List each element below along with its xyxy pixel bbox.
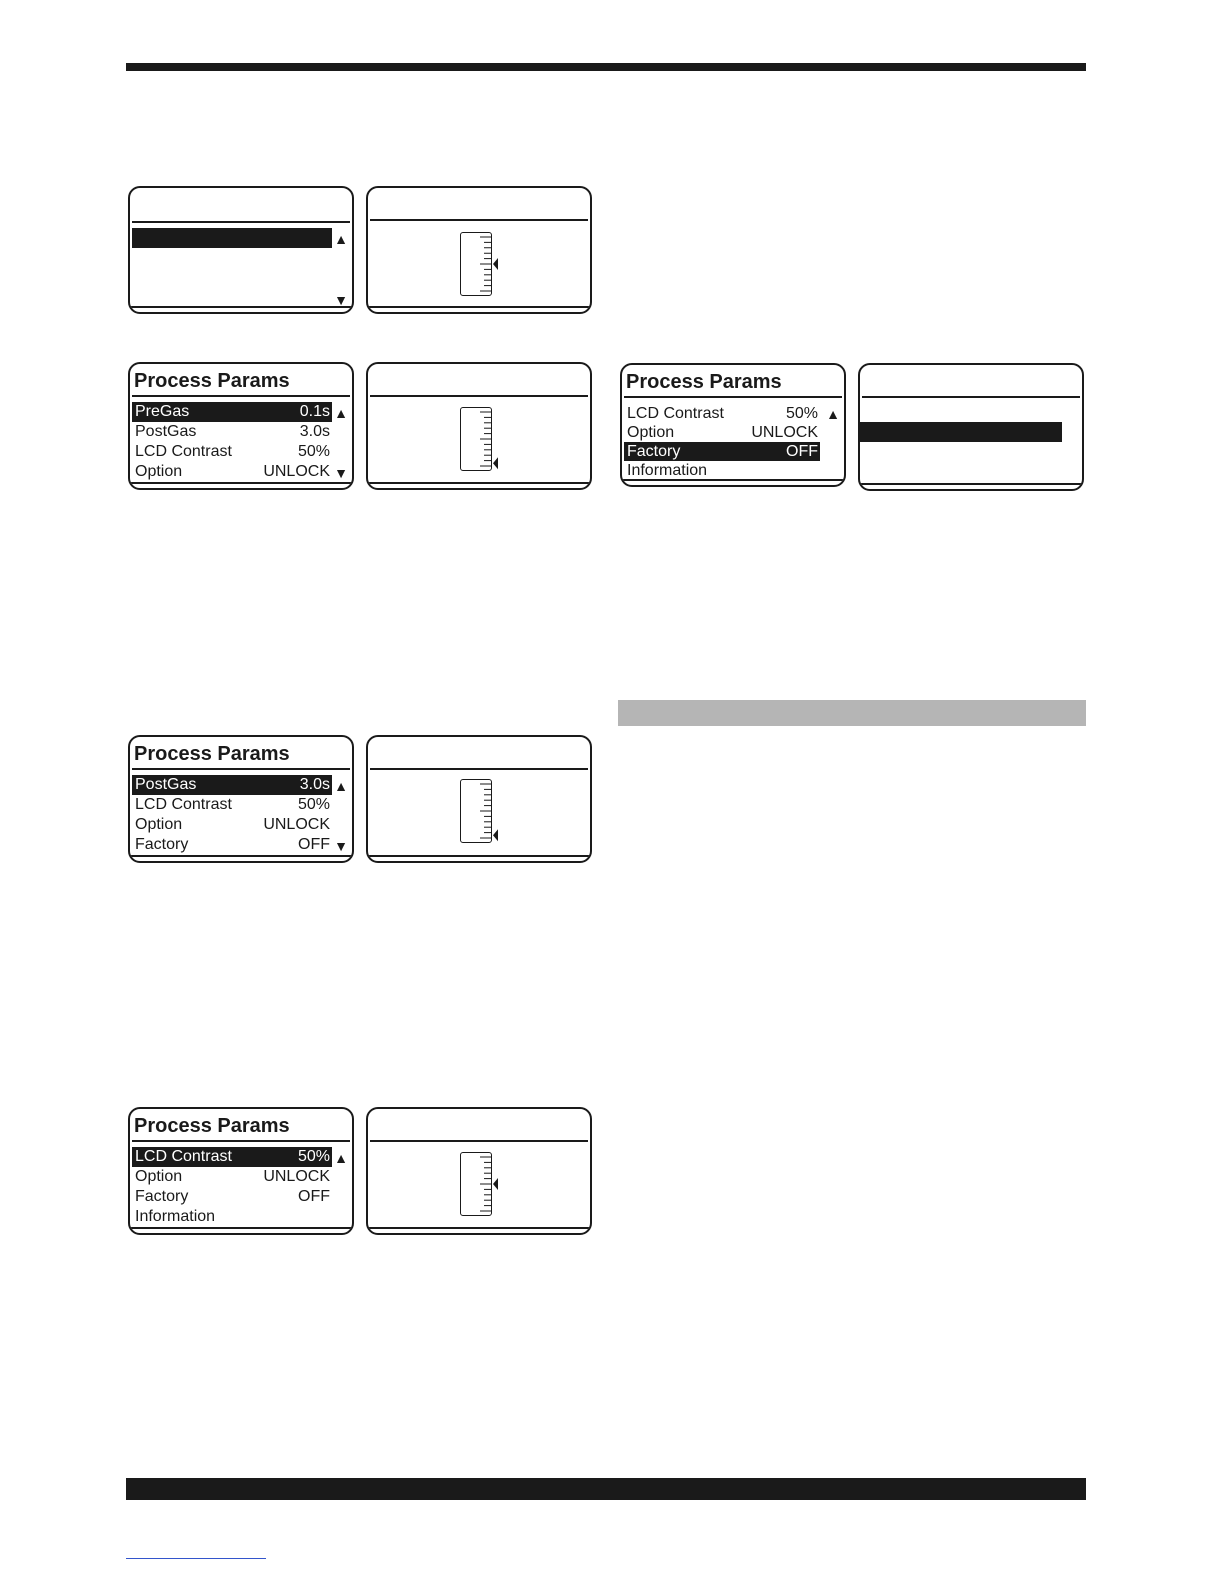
param-label: LCD Contrast bbox=[135, 443, 232, 460]
lcd-screen-9 bbox=[128, 1107, 354, 1235]
footer-link-underline bbox=[126, 1558, 266, 1559]
param-row-postgas[interactable] bbox=[132, 775, 332, 795]
param-row-postgas[interactable] bbox=[132, 422, 332, 442]
lcd-screen-6 bbox=[858, 363, 1084, 491]
gauge-pointer-icon bbox=[493, 1178, 498, 1190]
selection-bar bbox=[132, 228, 332, 248]
param-value: UNLOCK bbox=[263, 463, 330, 480]
scroll-down-icon: ▼ bbox=[334, 465, 348, 481]
param-label: Information bbox=[135, 1208, 216, 1225]
param-row-option[interactable] bbox=[132, 815, 332, 835]
param-label: Option bbox=[135, 1168, 183, 1185]
param-value: 50% bbox=[297, 443, 330, 460]
title-divider bbox=[132, 768, 350, 770]
param-value: 3.0s bbox=[299, 423, 330, 440]
bottom-rule bbox=[130, 855, 352, 857]
param-row-lcd-contrast[interactable] bbox=[132, 442, 332, 462]
param-row-information[interactable] bbox=[132, 1207, 332, 1227]
param-value: OFF bbox=[298, 836, 330, 853]
gauge-scale bbox=[461, 408, 501, 472]
bottom-rule bbox=[368, 306, 590, 308]
param-label: Information bbox=[627, 462, 708, 479]
bottom-rule bbox=[622, 479, 844, 481]
param-value: OFF bbox=[298, 1188, 330, 1205]
screen-title: Process Params bbox=[626, 371, 782, 393]
lcd-screen-8 bbox=[366, 735, 592, 863]
contrast-gauge bbox=[460, 407, 492, 471]
contrast-gauge bbox=[460, 779, 492, 843]
title-divider bbox=[862, 396, 1080, 398]
param-label: Option bbox=[135, 816, 183, 833]
param-value: 3.0s bbox=[299, 776, 330, 793]
param-list bbox=[132, 775, 332, 855]
param-row-option[interactable] bbox=[132, 1167, 332, 1187]
lcd-screen-4 bbox=[366, 362, 592, 490]
bottom-rule bbox=[368, 855, 590, 857]
section-band bbox=[618, 700, 1086, 726]
param-value: 50% bbox=[297, 796, 330, 813]
gauge-pointer-icon bbox=[493, 829, 498, 841]
param-row-lcd-contrast[interactable] bbox=[132, 795, 332, 815]
scroll-up-icon: ▲ bbox=[334, 405, 348, 421]
param-row-option[interactable] bbox=[132, 462, 332, 482]
scroll-up-icon: ▲ bbox=[334, 778, 348, 794]
param-label: Option bbox=[627, 424, 675, 441]
gauge-pointer-icon bbox=[493, 457, 498, 469]
param-value: 50% bbox=[785, 405, 818, 422]
lcd-screen-2 bbox=[366, 186, 592, 314]
lcd-screen-7 bbox=[128, 735, 354, 863]
param-label: Factory bbox=[135, 1188, 189, 1205]
param-value: UNLOCK bbox=[263, 1168, 330, 1185]
contrast-gauge bbox=[460, 232, 492, 296]
title-divider bbox=[370, 768, 588, 770]
param-label: LCD Contrast bbox=[627, 405, 724, 422]
bottom-rule bbox=[130, 482, 352, 484]
title-divider bbox=[132, 221, 350, 223]
param-label: LCD Contrast bbox=[135, 796, 232, 813]
param-value: UNLOCK bbox=[751, 424, 818, 441]
title-divider bbox=[624, 396, 842, 398]
title-divider bbox=[132, 395, 350, 397]
lcd-screen-5 bbox=[620, 363, 846, 487]
param-value: UNLOCK bbox=[263, 816, 330, 833]
selection-bar bbox=[860, 422, 1062, 442]
lcd-screen-3 bbox=[128, 362, 354, 490]
screen-title: Process Params bbox=[134, 743, 290, 765]
param-label: PostGas bbox=[135, 776, 197, 793]
param-label: PostGas bbox=[135, 423, 197, 440]
param-label: Factory bbox=[627, 443, 681, 460]
gauge-scale bbox=[461, 780, 501, 844]
title-divider bbox=[370, 219, 588, 221]
screen-title: Process Params bbox=[134, 370, 290, 392]
screen-title: Process Params bbox=[134, 1115, 290, 1137]
param-row-factory[interactable] bbox=[132, 1187, 332, 1207]
title-divider bbox=[370, 395, 588, 397]
contrast-gauge bbox=[460, 1152, 492, 1216]
param-label: PreGas bbox=[135, 403, 190, 420]
param-label: LCD Contrast bbox=[135, 1148, 232, 1165]
scroll-down-icon: ▼ bbox=[334, 838, 348, 854]
param-list bbox=[132, 1147, 332, 1227]
scroll-up-icon: ▲ bbox=[334, 1150, 348, 1166]
param-row-factory[interactable] bbox=[624, 442, 820, 461]
param-value: 50% bbox=[297, 1148, 330, 1165]
gauge-scale bbox=[461, 233, 501, 297]
param-label: Factory bbox=[135, 836, 189, 853]
scroll-up-icon: ▲ bbox=[826, 406, 840, 422]
bottom-rule bbox=[368, 1227, 590, 1229]
footer-bar bbox=[126, 1478, 1086, 1500]
param-list bbox=[624, 404, 820, 480]
title-divider bbox=[132, 1140, 350, 1142]
param-value: 0.1s bbox=[299, 403, 330, 420]
gauge-pointer-icon bbox=[493, 258, 498, 270]
param-row-option[interactable] bbox=[624, 423, 820, 442]
param-row-lcd-contrast[interactable] bbox=[132, 1147, 332, 1167]
param-row-information[interactable] bbox=[624, 461, 820, 480]
bottom-rule bbox=[860, 483, 1082, 485]
lcd-screen-1 bbox=[128, 186, 354, 314]
param-value: OFF bbox=[786, 443, 818, 460]
scroll-up-icon: ▲ bbox=[334, 231, 348, 247]
title-divider bbox=[370, 1140, 588, 1142]
header-rule bbox=[126, 63, 1086, 71]
lcd-screen-10 bbox=[366, 1107, 592, 1235]
gauge-scale bbox=[461, 1153, 501, 1217]
scroll-down-icon: ▼ bbox=[334, 292, 348, 308]
param-row-factory[interactable] bbox=[132, 835, 332, 855]
bottom-rule bbox=[130, 1227, 352, 1229]
param-label: Option bbox=[135, 463, 183, 480]
bottom-rule bbox=[368, 482, 590, 484]
param-row-pregas[interactable] bbox=[132, 402, 332, 422]
bottom-rule bbox=[130, 306, 352, 308]
param-list bbox=[132, 402, 332, 482]
param-row-lcd-contrast[interactable] bbox=[624, 404, 820, 423]
